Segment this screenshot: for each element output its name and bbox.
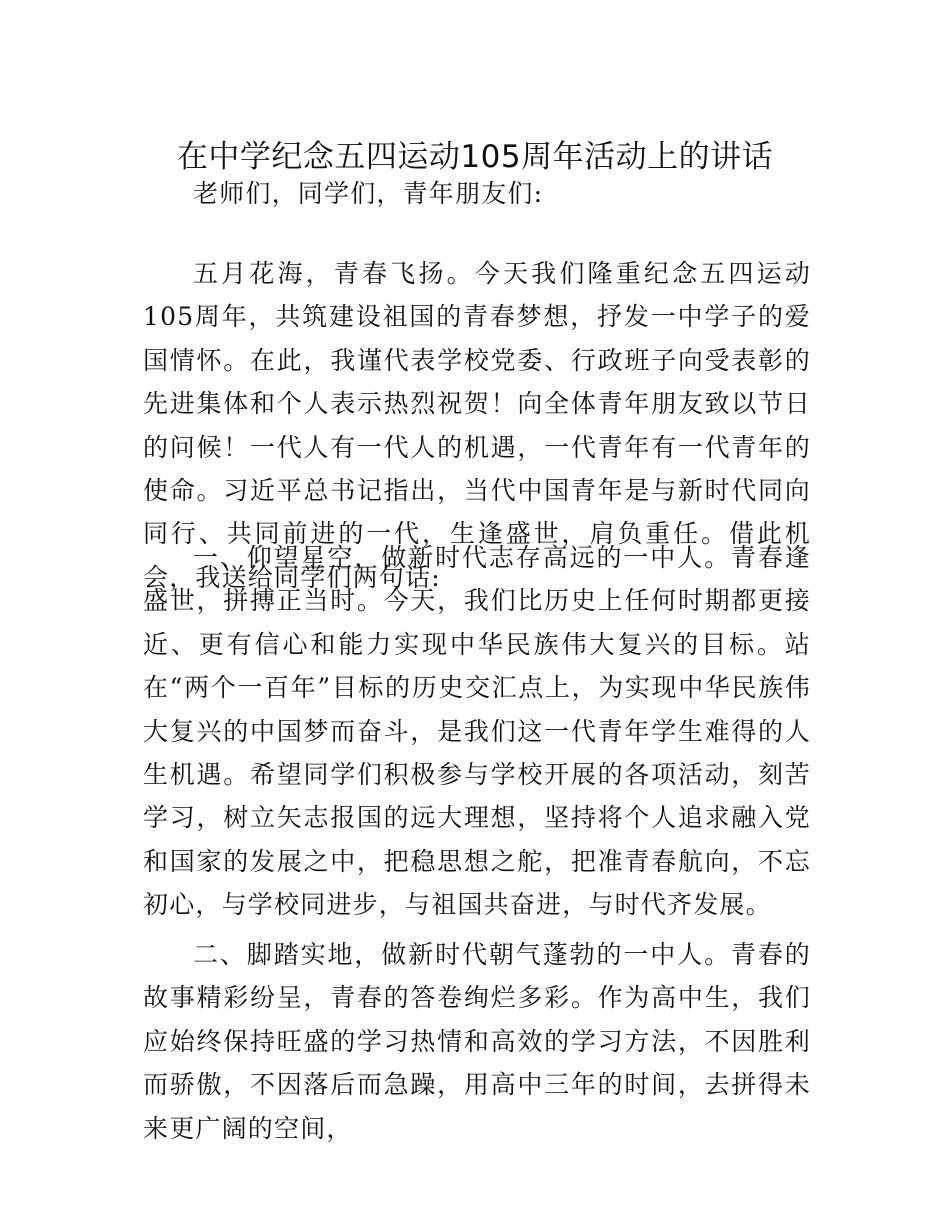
document-title: 在中学纪念五四运动105周年活动上的讲话 [176, 138, 774, 175]
body-paragraph: 一、仰望星空，做新时代志存高远的一中人。青春逢盛世，拼搏正当时。今天，我们比历史上任何时期都更接近、更有信心和能力实现中华民族伟大复兴的目标。站在“两个一百年”目标的历史交汇点上，为实现中华民族伟大复兴的中国梦而奋斗，是我们这一代青年学生难得的人生机遇。希望同学们积极参与学校开展的各项活动，刻苦学习，树立矢志报国的远大理想，坚持将个人追求融入党和国家的发展之中，把稳思想之舵，把准青春航向，不忘初心，与学校同进步，与祖国共奋进，与时代齐发展。 [143, 543, 811, 920]
greeting-paragraph: 老师们，同学们，青年朋友们: [193, 179, 544, 208]
body-paragraph: 二、脚踏实地，做新时代朝气蓬勃的一中人。青春的故事精彩纷呈，青春的答卷绚烂多彩。作为高中生，我们应始终保持旺盛的学习热情和高效的学习方法，不因胜利而骄傲，不因落后而急躁，用高中三年的时间，去拼得未来更广阔的空间， [143, 940, 811, 1143]
body-paragraph: 五月花海，青春飞扬。今天我们隆重纪念五四运动105周年，共筑建设祖国的青春梦想，抒发一中学子的爱国情怀。在此，我谨代表学校党委、行政班子向受表彰的先进集体和个人表示热烈祝贺！向全体青年朋友致以节日的问候！一代人有一代人的机遇，一代青年有一代青年的使命。习近平总书记指出，当代中国青年是与新时代同向同行、共同前进的一代，生逢盛世，肩负重任。借此机会，我送给同学们两句话: [143, 259, 811, 592]
